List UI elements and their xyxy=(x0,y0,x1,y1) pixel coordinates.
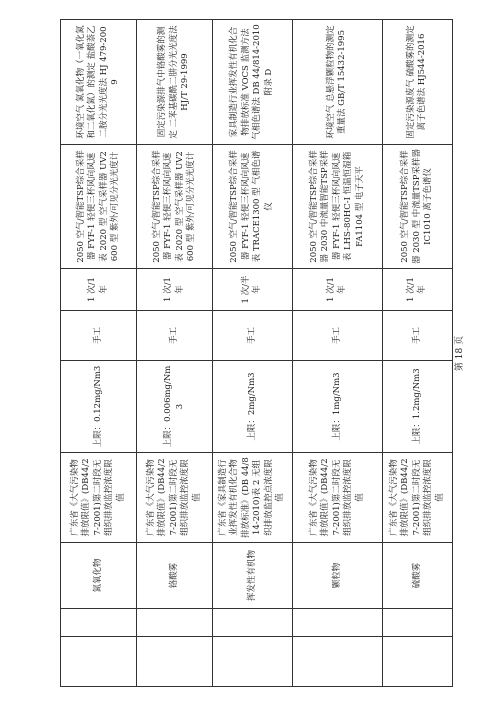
frequency-cell: 1 次/1年 xyxy=(292,269,382,311)
analysis-method-cell: 家具制造行业挥发性有机化合物排放标准 VOCS 监测方法 气相色谱法 DB 44/814-2010 附录 D xyxy=(213,20,293,145)
page-number: 第 18 页 xyxy=(455,335,465,372)
frequency-cell: 1 次/1年 xyxy=(137,269,213,311)
limit-cell: 上限：2mg/Nm3 xyxy=(213,361,293,453)
pollutant-cell: 硫酸雾 xyxy=(382,543,452,609)
blank-cell xyxy=(213,609,293,637)
instrument-cell: 2050 空气/智能TSP综合采样器 FYF-1 轻便三杯风向风速表 2020 型 空气采样器 UV2600 型 紫外/可见分光光度计 xyxy=(61,145,137,269)
limit-cell: 上限：0.006mg/Nm3 xyxy=(137,361,213,453)
frequency-cell: 1 次/1年 xyxy=(382,269,452,311)
instrument-cell: 2050 空气/智能TSP综合采样器 FYF-1 轻便三杯风向风速表 TRACE1300 型 气相色谱仪 xyxy=(213,145,293,269)
analysis-method-cell: 固定污染源废气 硫酸雾的测定 离子色谱法 HJ544-2016 xyxy=(382,20,452,145)
pollutant-cell: 氮氧化物 xyxy=(61,543,137,609)
standard-cell: 广东省《大气污染物排放限值》(DB44/27-2001)第二时段无组织排放监控浓度限值 xyxy=(292,453,382,543)
instrument-cell: 2050 空气/智能TSP综合采样器 FYF-1 轻便三杯风向风速表 2020 型 空气采样器 UV2600 型 紫外/可见分光光度计 xyxy=(137,145,213,269)
pollutant-cell: 铬酸雾 xyxy=(137,543,213,609)
analysis-method-cell: 环境空气 总悬浮颗粒物的测定 重量法 GB/T 15432-1995 xyxy=(292,20,382,145)
table-row xyxy=(382,20,452,687)
table-row xyxy=(292,20,382,687)
instrument-cell: 2050 空气/智能TSP综合采样器 2030 中流量智能TSP采样器 FYF-1 轻便三杯风向风速表 LHS-80HC-I 恒温恒湿箱 FA1104 型 电子天平 xyxy=(292,145,382,269)
blank-cell xyxy=(382,609,452,637)
blank-cell xyxy=(292,637,382,687)
table-row xyxy=(61,20,137,687)
blank-cell xyxy=(137,637,213,687)
monitoring-table xyxy=(60,19,453,687)
blank-cell xyxy=(292,609,382,637)
table-row xyxy=(213,20,293,687)
frequency-cell: 1 次/半年 xyxy=(213,269,293,311)
pollutant-cell: 颗粒物 xyxy=(292,543,382,609)
pollutant-cell: 挥发性有机物 xyxy=(213,543,293,609)
table-row xyxy=(137,20,213,687)
method-cell: 手工 xyxy=(137,311,213,361)
blank-cell xyxy=(61,609,137,637)
blank-cell xyxy=(137,609,213,637)
analysis-method-cell: 固定污染源排气中铬酸雾的测定 二苯基碳酰二肼分光光度法 HJ/T 29-1999 xyxy=(137,20,213,145)
blank-cell xyxy=(213,637,293,687)
standard-cell: 广东省《大气污染物排放限值》(DB44/27-2001)第二时段无组织排放监控浓度限值 xyxy=(61,453,137,543)
method-cell: 手工 xyxy=(382,311,452,361)
standard-cell: 广东省《大气污染物排放限值》(DB44/27-2001)第二时段无组织排放监控浓度限值 xyxy=(137,453,213,543)
blank-cell xyxy=(382,637,452,687)
analysis-method-cell: 环境空气 氮氧化物（一氧化氮和二氧化氮）的测定 盐酸萘乙二胺分光光度法 HJ 479-2009 xyxy=(61,20,137,145)
standard-cell: 广东省《家具制造行业挥发性有机化合物排放标准》(DB 44/814-2010)表 2 无组织排放监控点浓度限值 xyxy=(213,453,293,543)
limit-cell: 上限：0.12mg/Nm3 xyxy=(61,361,137,453)
standard-cell: 广东省《大气污染物排放限值》(DB44/27-2001)第二时段无组织排放监控浓度限值 xyxy=(382,453,452,543)
blank-cell xyxy=(61,637,137,687)
method-cell: 手工 xyxy=(61,311,137,361)
frequency-cell: 1 次/1年 xyxy=(61,269,137,311)
method-cell: 手工 xyxy=(213,311,293,361)
limit-cell: 上限：1.2mg/Nm3 xyxy=(382,361,452,453)
instrument-cell: 2050 空气/智能TSP综合采样器 2030 型 中流量TSP采样器 IC1010 离子色谱仪 xyxy=(382,145,452,269)
method-cell: 手工 xyxy=(292,311,382,361)
limit-cell: 上限：1mg/Nm3 xyxy=(292,361,382,453)
